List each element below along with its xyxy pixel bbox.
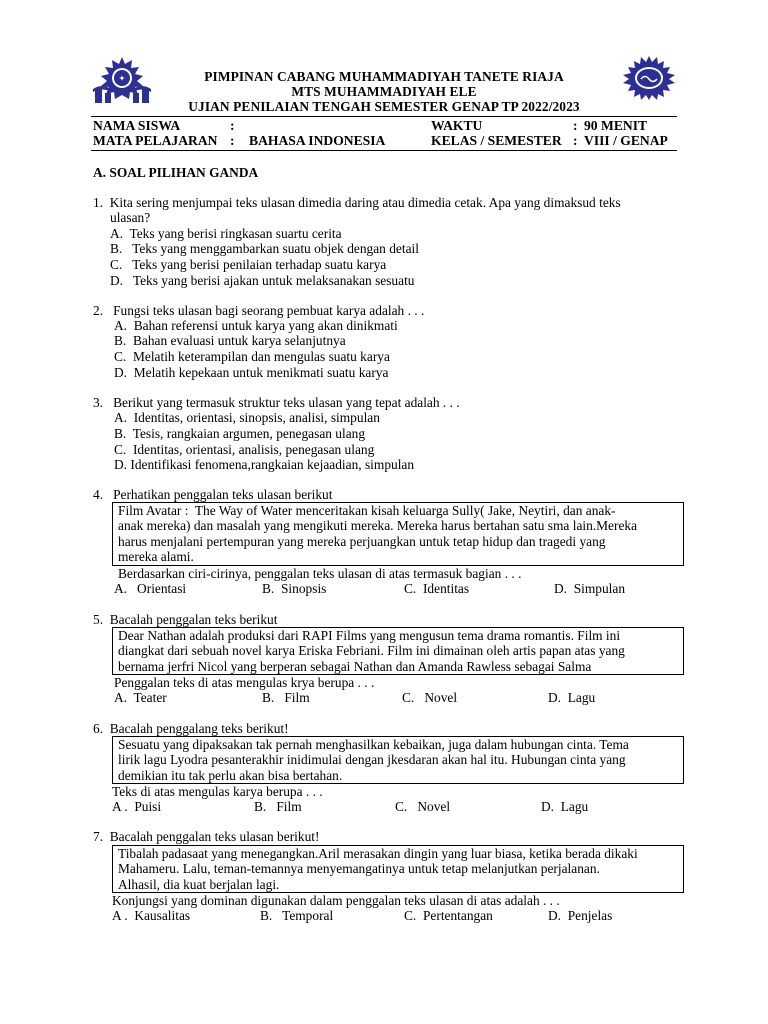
header-rule-top — [91, 116, 677, 117]
q4-text: 4. Perhatikan penggalan teks ulasan berikut — [93, 487, 333, 502]
q7-option-a: A . Kausalitas — [112, 908, 191, 923]
q1-option-c: C. Teks yang berisi penilaian terhadap suatu karya — [110, 257, 387, 272]
waktu-sep: : — [573, 118, 578, 133]
q4-passage-line-4: mereka alami. — [118, 549, 194, 564]
q6-prompt: Teks di atas mengulas karya berupa . . . — [112, 784, 323, 799]
q2-option-d: D. Melatih kepekaan untuk menikmati suatu karya — [114, 365, 389, 380]
mata-pelajaran-value: BAHASA INDONESIA — [249, 133, 386, 148]
q7-passage-line-2: Mahameru. Lalu, teman-temannya menyemangatinya untuk tetap melanjutkan perjalanan. — [118, 861, 600, 876]
header-line-3: UJIAN PENILAIAN TENGAH SEMESTER GENAP TP 2022/2023 — [188, 99, 580, 114]
waktu-label: WAKTU — [431, 118, 483, 133]
q7-option-b: B. Temporal — [260, 908, 334, 923]
q4-option-c: C. Identitas — [404, 581, 470, 596]
q7-text: 7. Bacalah penggalan teks ulasan berikut! — [93, 829, 320, 844]
q6-passage-line-1: Sesuatu yang dipaksakan tak pernah menghasilkan kebaikan, juga dalam hubungan cinta. Tema — [118, 737, 629, 752]
section-title: A. SOAL PILIHAN GANDA — [93, 165, 259, 180]
q3-option-b: B. Tesis, rangkaian argumen, penegasan ulang — [114, 426, 366, 441]
kelas-semester-value: VIII / GENAP — [584, 133, 668, 148]
q4-option-a: A. Orientasi — [114, 581, 187, 596]
q3-text: 3. Berikut yang termasuk struktur teks ulasan yang tepat adalah . . . — [93, 395, 460, 410]
q1-option-a: A. Teks yang berisi ringkasan suartu cerita — [110, 226, 342, 241]
mata-pelajaran-sep: : — [230, 133, 235, 148]
q3-option-a: A. Identitas, orientasi, sinopsis, analisi, simpulan — [114, 410, 380, 425]
q6-option-b: B. Film — [254, 799, 302, 814]
q6-text: 6. Bacalah penggalang teks berikut! — [93, 721, 289, 736]
q4-prompt: Berdasarkan ciri-cirinya, penggalan teks ulasan di atas termasuk bagian . . . — [118, 566, 522, 581]
q5-passage-line-3: bernama jerfri Nicol yang berperan sebagai Nathan dan Amanda Rawless sebagai Salma — [118, 659, 592, 674]
nama-siswa-label: NAMA SISWA — [93, 118, 181, 133]
q6-option-c: C. Novel — [395, 799, 451, 814]
q6-option-d: D. Lagu — [541, 799, 589, 814]
kelas-semester-label: KELAS / SEMESTER — [431, 133, 562, 148]
q4-passage-line-1: Film Avatar : The Way of Water menceritakan kisah keluarga Sully( Jake, Neytiri, dan anak- — [118, 503, 616, 518]
q5-option-c: C. Novel — [402, 690, 458, 705]
kelas-semester-sep: : — [573, 133, 578, 148]
q4-option-d: D. Simpulan — [554, 581, 626, 596]
q5-option-d: D. Lagu — [548, 690, 596, 705]
q7-option-d: D. Penjelas — [548, 908, 613, 923]
q7-passage-line-1: Tibalah padasaat yang menegangkan.Aril merasakan dingin yang luar biasa, ketika berada dikaki — [118, 846, 638, 861]
q7-option-c: C. Pertentangan — [404, 908, 493, 923]
q3-option-c: C. Identitas, orientasi, analisis, penegasan ulang — [114, 442, 375, 457]
q1-text-line-2: ulasan? — [110, 210, 151, 225]
q1-option-b: B. Teks yang menggambarkan suatu objek dengan detail — [110, 241, 419, 256]
waktu-value: 90 MENIT — [584, 118, 648, 133]
q5-option-a: A. Teater — [114, 690, 167, 705]
q5-passage-line-2: diangkat dari sebuah novel karya Eriska Febriani. Film ini dimainan oleh artis papan atas yang — [118, 643, 625, 658]
q4-option-b: B. Sinopsis — [262, 581, 327, 596]
svg-text:✦: ✦ — [118, 74, 126, 83]
q6-option-a: A . Puisi — [112, 799, 162, 814]
q2-text: 2. Fungsi teks ulasan bagi seorang pembuat karya adalah . . . — [93, 303, 425, 318]
q7-prompt: Konjungsi yang dominan digunakan dalam penggalan teks ulasan di atas adalah . . . — [112, 893, 560, 908]
mata-pelajaran-label: MATA PELAJARAN — [93, 133, 218, 148]
header-line-1: PIMPINAN CABANG MUHAMMADIYAH TANETE RIAJA — [204, 69, 564, 84]
q1-option-d: D. Teks yang berisi ajakan untuk melaksanakan sesuatu — [110, 273, 415, 288]
q2-option-c: C. Melatih keterampilan dan mengulas suatu karya — [114, 349, 390, 364]
q2-option-a: A. Bahan referensi untuk karya yang akan dinikmati — [114, 318, 398, 333]
q5-text: 5. Bacalah penggalan teks berikut — [93, 612, 278, 627]
q5-prompt: Penggalan teks di atas mengulas krya berupa . . . — [114, 675, 375, 690]
q2-option-b: B. Bahan evaluasi untuk karya selanjutnya — [114, 333, 346, 348]
q5-passage-line-1: Dear Nathan adalah produksi dari RAPI Films yang mengusun tema drama romantis. Film ini — [118, 628, 621, 643]
q5-option-b: B. Film — [262, 690, 310, 705]
q6-passage-line-2: lirik lagu Lyodra pesanterakhir inidimulai dengan jkesdaran akan hal itu. Hubungan cinta yang — [118, 752, 626, 767]
q1-text-line-1: 1. Kita sering menjumpai teks ulasan dimedia daring atau dimedia cetak. Apa yang dimaksud teks — [93, 195, 621, 210]
q4-passage-line-2: anak mereka) dan masalah yang mengikuti mereka. Mereka harus bertahan satu sma lain.Mereka — [118, 518, 638, 533]
nama-siswa-sep: : — [230, 118, 235, 133]
q6-passage-line-3: demikian itu tak perlu akan bisa bertahan. — [118, 768, 343, 783]
q7-passage-line-3: Alhasil, dia kuat berjalan lagi. — [118, 877, 280, 892]
header-line-2: MTS MUHAMMADIYAH ELE — [291, 84, 477, 99]
q4-passage-line-3: harus menjalani pertempuran yang mereka perjuangkan untuk tetap hidup dan tragedi yang — [118, 534, 606, 549]
q3-option-d: D. Identifikasi fenomena,rangkaian kejaadian, simpulan — [114, 457, 415, 472]
header-rule-bottom — [91, 150, 677, 151]
